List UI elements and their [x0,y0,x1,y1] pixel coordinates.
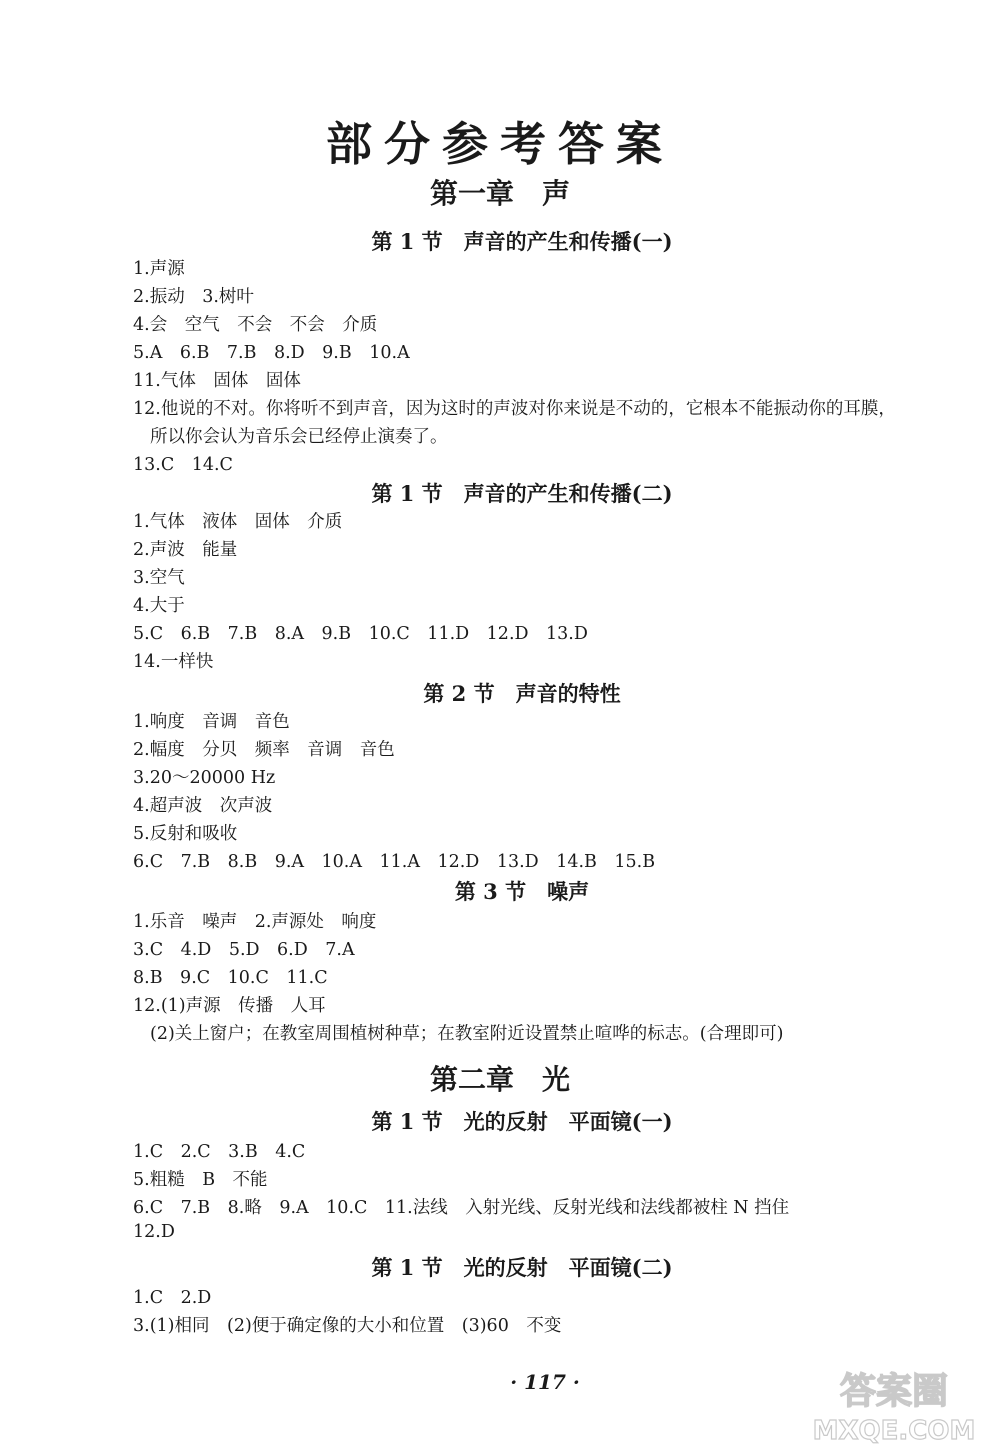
answer-line: 14.一样快 [133,652,214,672]
section-title: 第 2 节 声音的特性 [423,681,621,706]
section-title: 第 1 节 光的反射 平面镜(二) [371,1255,673,1280]
answer-line: 6.C 7.B 8.略 9.A 10.C 11.法线 入射光线、反射光线和法线都被柱 N 挡住 [133,1198,790,1218]
section-title: 第 3 节 噪声 [454,879,590,904]
chapter-title: 第一章 声 [429,177,570,210]
answer-line: 2.幅度 分贝 频率 音调 音色 [133,740,395,760]
answer-line: 13.C 14.C [133,455,233,475]
watermark-top-text: 答案圈 [839,1371,949,1412]
answer-line: 12.他说的不对。你将听不到声音，因为这时的声波对你来说是不动的，它根本不能振动你的耳膜， [133,399,896,419]
section-title: 第 1 节 声音的产生和传播(一) [371,229,673,254]
answer-line: 3.C 4.D 5.D 6.D 7.A [133,940,355,960]
answer-line: 4.会 空气 不会 不会 介质 [133,315,378,335]
answer-line: 4.大于 [133,596,185,616]
section-title: 第 1 节 光的反射 平面镜(一) [371,1109,673,1134]
answer-line: 1.乐音 噪声 2.声源处 响度 [133,912,377,932]
answer-line: 1.声源 [133,259,185,279]
answer-line: 5.反射和吸收 [133,824,238,844]
answer-line: 8.B 9.C 10.C 11.C [133,968,328,988]
answer-line: (2)关上窗户；在教室周围植树种草；在教室附近设置禁止喧哗的标志。(合理即可) [150,1024,784,1044]
answer-line: 6.C 7.B 8.B 9.A 10.A 11.A 12.D 13.D 14.B 15.B [133,852,656,872]
answer-line: 1.气体 液体 固体 介质 [133,512,343,532]
answer-line: 3.空气 [133,568,185,588]
answer-line: 12.D [133,1222,175,1242]
answer-line: 5.A 6.B 7.B 8.D 9.B 10.A [133,343,410,363]
answer-line: 1.响度 音调 音色 [133,712,290,732]
watermark-logo [794,1363,994,1445]
answer-line: 12.(1)声源 传播 人耳 [133,996,326,1016]
answer-line: 3.20～20000 Hz [133,768,276,788]
page-title: 部分参考答案 [326,117,674,171]
watermark-bottom-text: MXQE.COM [812,1416,976,1445]
answer-line: 5.粗糙 B 不能 [133,1170,268,1190]
answer-line: 3.(1)相同 (2)便于确定像的大小和位置 (3)60 不变 [133,1316,562,1336]
answer-line: 所以你会认为音乐会已经停止演奏了。 [150,427,448,447]
page-number: · 117 · [510,1370,580,1394]
answer-line: 1.C 2.C 3.B 4.C [133,1142,306,1162]
answer-line: 2.振动 3.树叶 [133,287,254,307]
answer-line: 11.气体 固体 固体 [133,371,301,391]
chapter-title: 第二章 光 [429,1063,570,1096]
answer-line: 4.超声波 次声波 [133,796,273,816]
answer-line: 1.C 2.D [133,1288,212,1308]
section-title: 第 1 节 声音的产生和传播(二) [371,481,673,506]
answer-line: 2.声波 能量 [133,540,238,560]
answer-line: 5.C 6.B 7.B 8.A 9.B 10.C 11.D 12.D 13.D [133,624,588,644]
